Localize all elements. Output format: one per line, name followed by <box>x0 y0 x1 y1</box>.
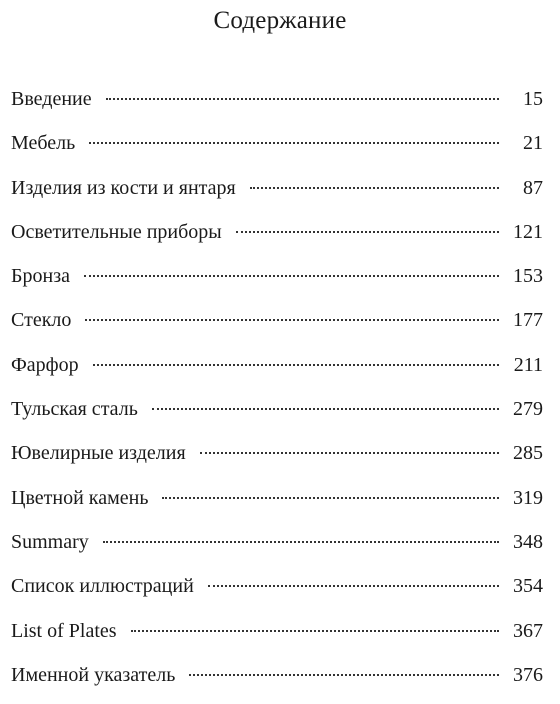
toc-entry-page-number: 376 <box>513 663 543 686</box>
toc-entry-illustrations[interactable] <box>11 571 543 615</box>
toc-entry-page-number: 121 <box>513 220 543 243</box>
toc-entry-bone-amber[interactable] <box>11 173 543 217</box>
toc-entry-page-number: 348 <box>513 530 543 553</box>
dot-leader <box>200 452 499 454</box>
dot-leader <box>85 319 499 321</box>
toc-entry-list-of-plates[interactable] <box>11 616 543 660</box>
dot-leader <box>152 408 499 410</box>
toc-entry-title: Осветительные приборы <box>11 220 222 243</box>
toc-entry-glass[interactable] <box>11 305 543 349</box>
toc-entry-title: Список иллюстраций <box>11 575 194 598</box>
toc-entry-page-number: 21 <box>523 132 543 155</box>
dot-leader <box>93 364 499 366</box>
toc-entry-page-number: 319 <box>513 486 543 509</box>
toc-entry-title: Бронза <box>11 265 70 288</box>
toc-entry-title: List of Plates <box>11 619 117 642</box>
toc-entry-title: Мебель <box>11 132 76 155</box>
dot-leader <box>131 630 499 632</box>
toc-entry-title: Summary <box>11 530 89 553</box>
toc-list <box>11 84 543 704</box>
toc-entry-lighting[interactable] <box>11 217 543 261</box>
toc-entry-summary[interactable] <box>11 527 543 571</box>
toc-entry-title: Цветной камень <box>11 486 149 509</box>
toc-entry-tula-steel[interactable] <box>11 394 543 438</box>
toc-entry-title: Именной указатель <box>11 663 176 686</box>
toc-entry-furniture[interactable] <box>11 128 543 172</box>
dot-leader <box>250 187 499 189</box>
toc-entry-page-number: 87 <box>523 176 543 199</box>
toc-entry-page-number: 153 <box>513 265 543 288</box>
toc-entry-page-number: 354 <box>513 575 543 598</box>
dot-leader <box>236 231 499 233</box>
toc-entry-title: Введение <box>11 88 92 110</box>
toc-entry-page-number: 279 <box>513 398 543 421</box>
toc-entry-page-number: 211 <box>513 353 543 376</box>
toc-entry-porcelain[interactable] <box>11 350 543 394</box>
toc-entry-name-index[interactable] <box>11 660 543 704</box>
toc-entry-jewelry[interactable] <box>11 438 543 482</box>
dot-leader <box>162 497 499 499</box>
toc-entry-page-number: 367 <box>513 619 543 642</box>
toc-entry-page-number: 177 <box>513 309 543 332</box>
dot-leader <box>189 674 499 676</box>
dot-leader <box>84 275 499 277</box>
toc-entry-title: Изделия из кости и янтаря <box>11 176 236 199</box>
toc-entry-page-number: 285 <box>513 442 543 465</box>
toc-entry-page-number: 15 <box>523 88 543 110</box>
dot-leader <box>208 585 499 587</box>
toc-entry-introduction[interactable] <box>11 84 543 128</box>
toc-entry-title: Стекло <box>11 309 72 332</box>
toc-entry-title: Фарфор <box>11 353 79 376</box>
toc-entry-title: Ювелирные изделия <box>11 442 186 465</box>
dot-leader <box>103 541 499 543</box>
dot-leader <box>89 142 499 144</box>
toc-entry-bronze[interactable] <box>11 261 543 305</box>
toc-entry-colored-stone[interactable] <box>11 483 543 527</box>
toc-entry-title: Тульская сталь <box>11 398 138 421</box>
page-title: Содержание <box>213 7 347 34</box>
dot-leader <box>106 98 499 100</box>
